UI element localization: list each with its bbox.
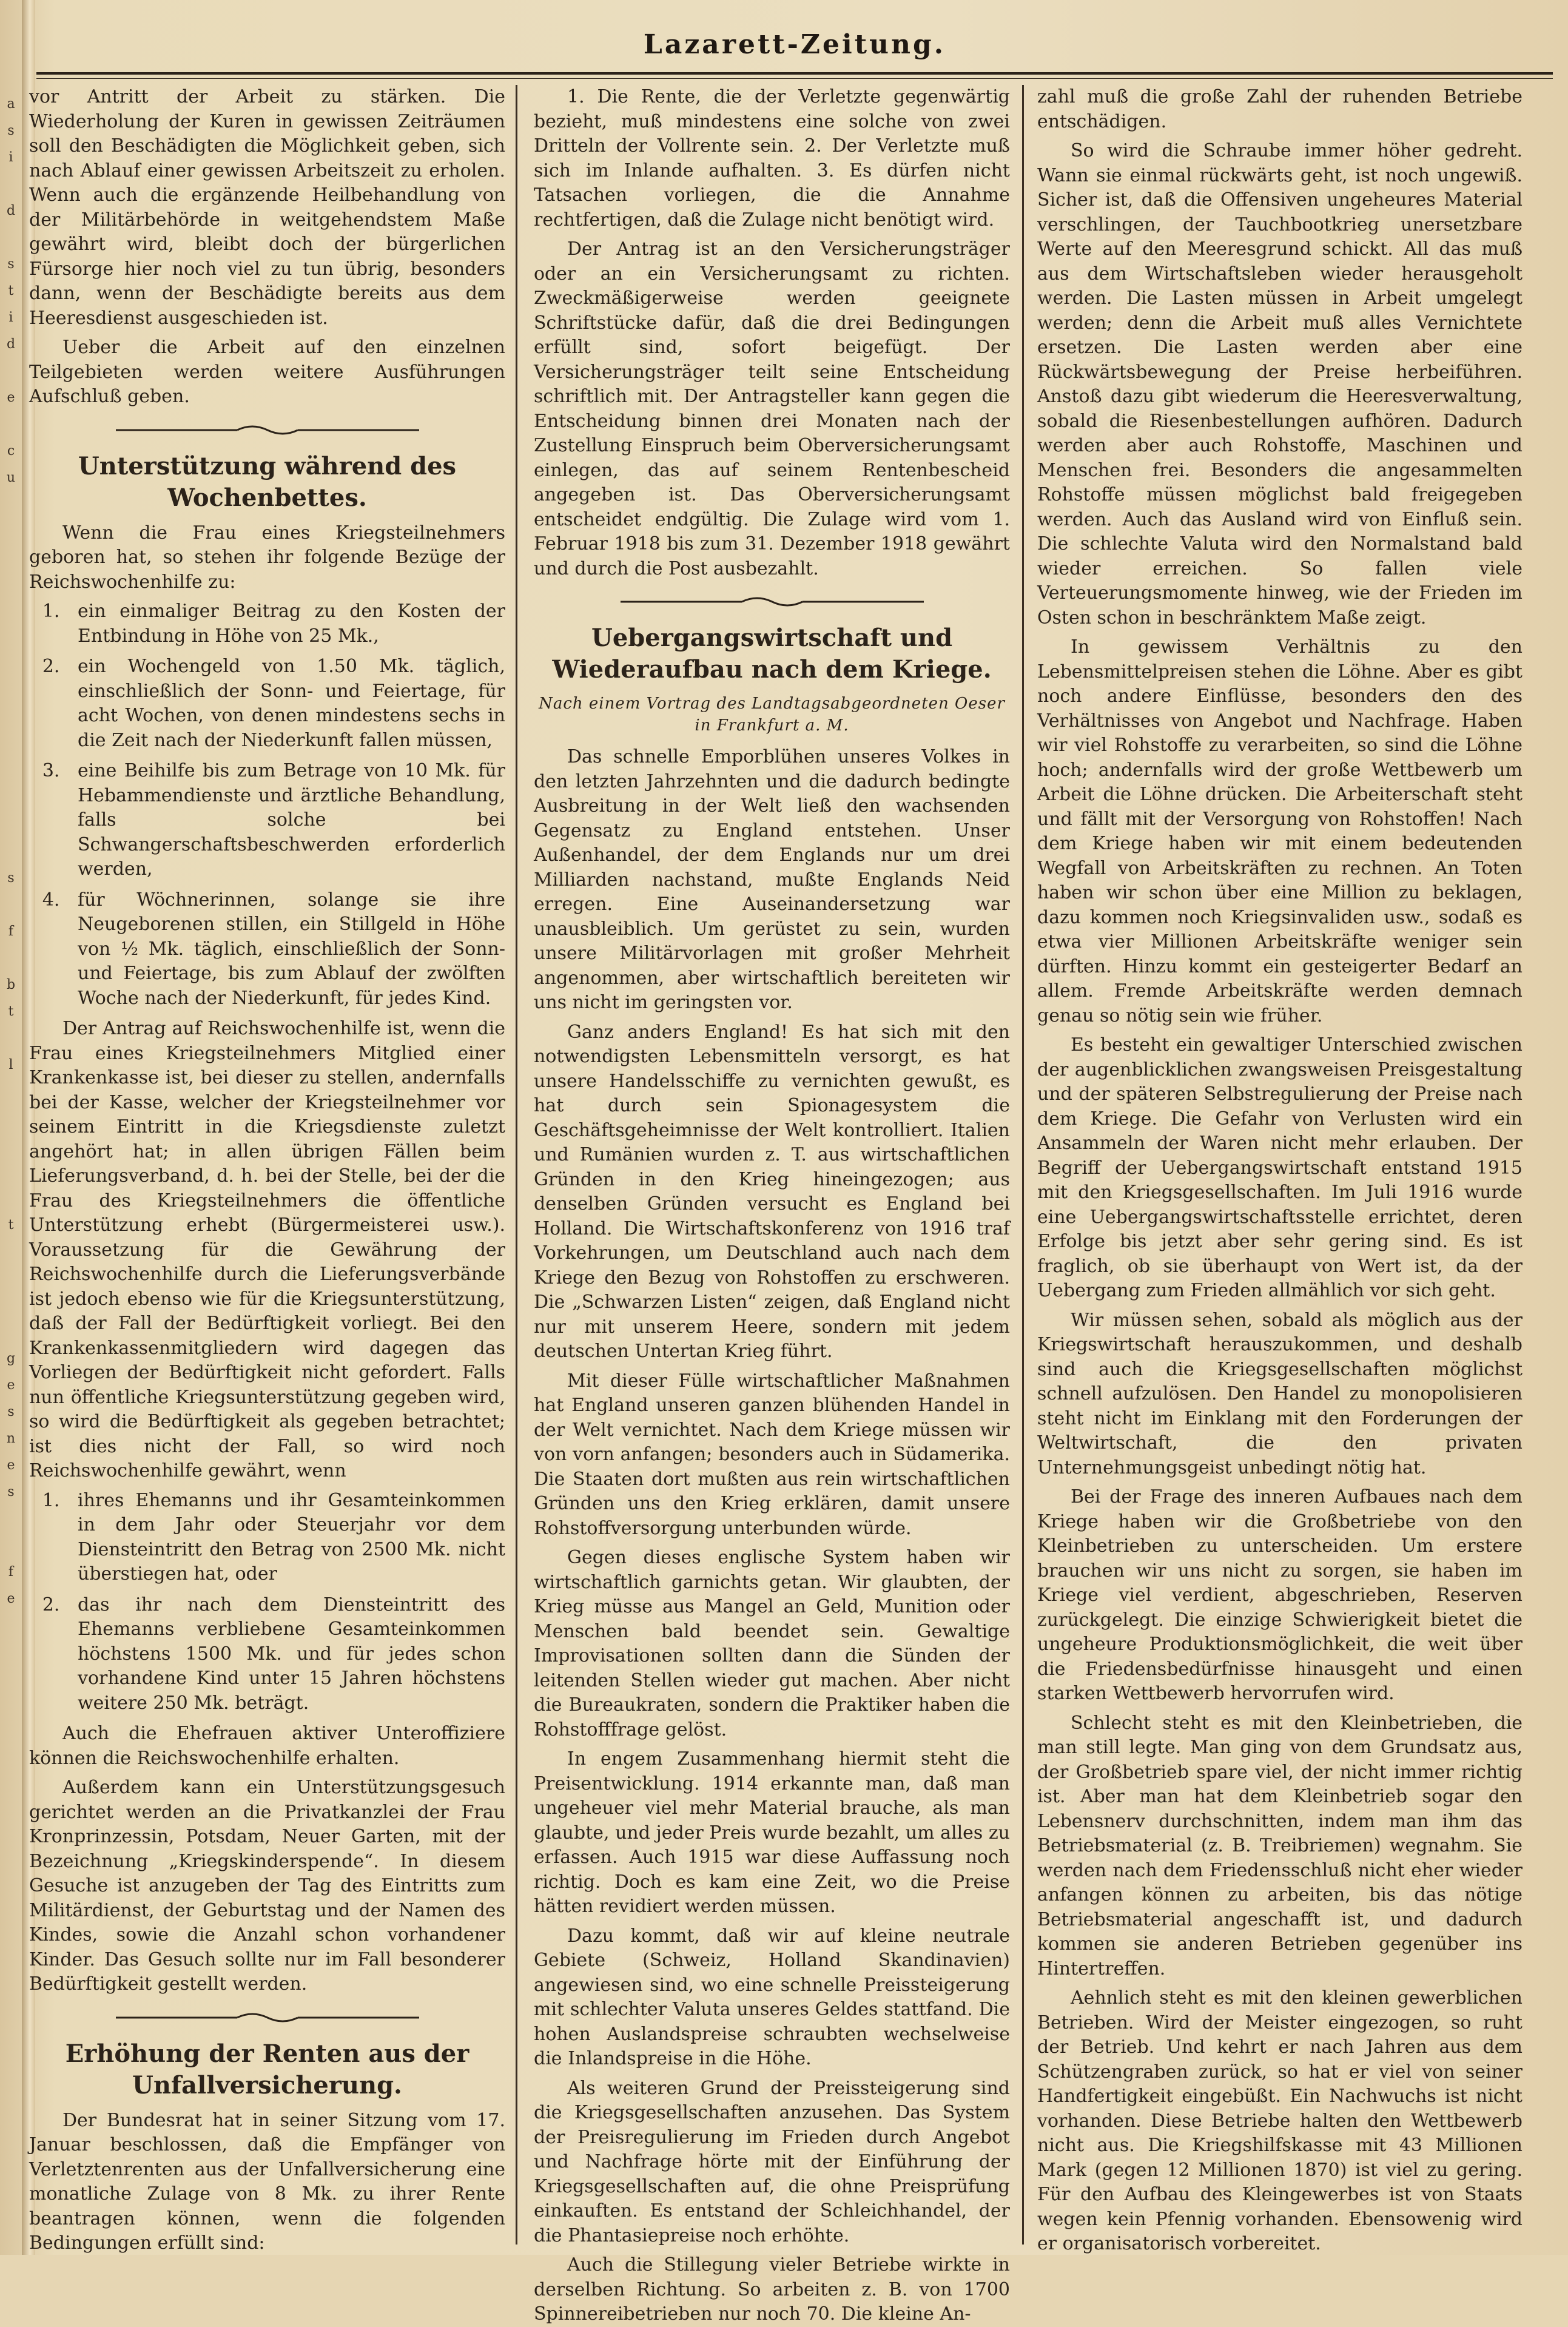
margin-letter: a xyxy=(7,96,15,112)
paragraph: vor Antritt der Arbeit zu stärken. Die Wiederholung der Kuren in gewissen Zeiträumen soll den Beschädigten die Möglichkeit geben, sich nach Ablauf einer gewissen Arbeitszeit zu erholen. Wenn auch die ergänzende Heilbehandlung von der Militärbehörde in weitgehendstem Maße gewährt wird, bleibt doch der bürgerlichen Fürsorge hier noch viel zu tun übrig, besonders dann, wenn der Beschädigte bereits aus dem Heeresdienst ausgeschieden ist. xyxy=(29,86,505,329)
margin-letter xyxy=(0,1079,22,1105)
subheadline: Nach einem Vortrag des Landtagsabgeordneten Oeser in Frankfurt a. M. xyxy=(539,695,1005,735)
paragraph: Als weiteren Grund der Preissteigerung sind die Kriegsgesellschaften anzusehen. Das System der Preisregulierung im Frieden durch Angebot und Nachfrage hörte mit der Einführung der Kriegsgesellschaften auf, die ohne Preisprüfung einkauften. Es entstand der Schleichhandel, der die Phantasiepreise noch erhöhte. xyxy=(534,2077,1010,2246)
margin-letter xyxy=(0,1746,22,1773)
margin-letter: e xyxy=(7,1591,15,1606)
ornamental-divider xyxy=(116,2010,419,2025)
margin-letter xyxy=(0,1292,22,1319)
paragraph: Der Bundesrat hat in seiner Sitzung vom 17. Januar beschlossen, daß die Empfänger von Verletztenrenten aus der Unfallversicherung eine monatliche Zulage von 8 Mk. zu ihrer Rente beantragen können, wenn die folgenden Bedingungen erfüllt sind: xyxy=(29,2109,505,2254)
margin-letter xyxy=(0,1159,22,1185)
margin-letter xyxy=(0,785,22,812)
margin-letter: g xyxy=(6,1351,16,1366)
paragraph: Das schnelle Emporblühen unseres Volkes in den letzten Jahrzehnten und die dadurch bedingte Ausbreitung in der Welt ließ den wachsenden Gegensatz zu England entstehen. Unser Außenhandel, der dem Englands nur um drei Milliarden nachstand, mußte Englands Neid erregen. Eine Auseinandersetzung war unausbleiblich. Um gerüstet zu sein, wurden unsere Militärvorlagen mit großer Mehrheit angenommen, aber wirtschaftlich bereiteten wir uns nicht im geringsten vor. xyxy=(534,746,1010,1013)
margin-letter: c xyxy=(7,443,15,459)
margin-letter xyxy=(0,1773,22,1799)
margin-letter xyxy=(0,1239,22,1265)
masthead-rule xyxy=(36,72,1553,79)
paragraph: In engem Zusammenhang hiermit steht die Preisentwicklung. 1914 erkannte man, daß man ungeheuer viel mehr Material brauche, als man glaubte, und jeder Preis wurde bezahlt, um alles zu erfassen. Auch 1915 war diese Auffassung noch richtig. Doch es kam eine Zeit, wo die Preise hätten revidiert werden müssen. xyxy=(534,1748,1010,1917)
column-3 xyxy=(1037,85,1523,2254)
margin-letter xyxy=(0,705,22,732)
paragraph: Auch die Stillegung vieler Betriebe wirkte in derselben Richtung. So arbeiten z. B. von 1700 Spinnereibetrieben nur noch 70. Die kleine An- xyxy=(534,2254,1010,2325)
margin-letter xyxy=(0,732,22,758)
margin-letter: i xyxy=(8,150,13,165)
paragraph: Bei der Frage des inneren Aufbaues nach dem Kriege haben wir die Großbetriebe von den Kleinbetrieben zu unterscheiden. Um erstere brauchen wir uns nicht zu sorgen, sie haben im Kriege viel verdient, abgeschrieben, Reserven zurückgelegt. Die einzige Schwierigkeit bietet die ungeheure Produktionsmöglichkeit, die weit über die Friedensbedürfnisse hinausgeht und einen starken Wettbewerb hervorrufen wird. xyxy=(1037,1486,1523,1704)
paragraph: Wenn die Frau eines Kriegsteilnehmers geboren hat, so stehen ihr folgende Bezüge der Reichswochenhilfe zu: xyxy=(29,522,505,593)
list-item: 4. für Wöchnerinnen, solange sie ihre Neugeborenen stillen, ein Stillgeld in Höhe von ½ Mk. täglich, einschließlich der Sonn- und Feiertage, bis zum Ablauf der zwölften Woche nach der Niederkunft, für jedes Kind. xyxy=(66,888,505,1011)
margin-letter: e xyxy=(7,390,15,405)
margin-letter: t xyxy=(8,1217,14,1233)
margin-letter xyxy=(0,1826,22,1853)
margin-letter xyxy=(0,1506,22,1532)
numbered-list xyxy=(29,599,505,1011)
margin-letter xyxy=(0,224,22,251)
margin-letter xyxy=(0,545,22,571)
ornamental-divider xyxy=(116,423,419,437)
newspaper-title: Lazarett-Zeitung. xyxy=(643,29,946,60)
margin-letter xyxy=(0,945,22,972)
paragraph: Außerdem kann ein Unterstützungsgesuch gerichtet werden an die Privatkanzlei der Frau Kronprinzessin, Potsdam, Neuer Garten, mit der Bezeichnung „Kriegskinderspende“. In diesem Gesuche ist anzugeben der Tag des Eintritts zum Militärdienst, der Geburtstag und der Namen des Kindes, sowie die Anzahl schon vorhandener Kinder. Das Gesuch sollte nur im Fall besonderer Bedürftigkeit gestellt werden. xyxy=(29,1777,505,1995)
margin-letter xyxy=(0,652,22,678)
paragraph: Auch die Ehefrauen aktiver Unteroffiziere können die Reichswochenhilfe erhalten. xyxy=(29,1723,505,1769)
margin-letter xyxy=(0,1025,22,1052)
paragraph: Ganz anders England! Es hat sich mit den notwendigsten Lebensmitteln versorgt, es hat unsere Handelsschiffe zu vernichten gewußt, es hat durch sein Spionagesystem die Geschäftsgeheimnisse der Welt kontrolliert. Italien und Rumänien wurden z. T. aus wirtschaftlichen Gründen in den Krieg hineingezogen; aus denselben Gründen versucht es England bei Holland. Die Wirtschaftskonferenz von 1916 traf Vorkehrungen, um Deutschland auch nach dem Kriege den Bezug von Rohstoffen zu erschweren. Die „Schwarzen Listen“ zeigen, daß England nicht nur mit unserem Heere, sondern mit jedem deutschen Untertan Krieg führt. xyxy=(534,1021,1010,1362)
paragraph: Schlecht steht es mit den Kleinbetrieben, die man still legte. Man ging von dem Grundsatz aus, der Großbetrieb spare viel, der nicht immer richtig ist. Aber man hat dem Kleinbetrieb sogar den Lebensnerv durchschnitten, indem man ihm das Betriebsmaterial (z. B. Treibriemen) wegnahm. Sie werden nach dem Friedensschluß nicht eher wieder anfangen können zu arbeiten, bis das nötige Betriebsmaterial angeschafft ist, und dadurch kommen sie anderen Betrieben gegenüber ins Hintertreffen. xyxy=(1037,1712,1523,1979)
margin-letter xyxy=(0,1639,22,1666)
paragraph: 1. Die Rente, die der Verletzte gegenwärtig bezieht, muß mindestens eine solche von zwei Dritteln der Vollrente sein. 2. Der Verletzte muß sich im Inlande aufhalten. 3. Es dürfen nicht Tatsachen vorliegen, die die Annahme rechtfertigen, daß die Zulage nicht benötigt wird. xyxy=(534,86,1010,231)
list-item: 2. ein Wochengeld von 1.50 Mk. täglich, einschließlich der Sonn- und Feiertage, für acht Wochen, von denen mindestens sechs in die Zeit nach der Niederkunft fallen müssen, xyxy=(66,655,505,753)
margin-letter xyxy=(0,171,22,198)
paragraph: Dazu kommt, daß wir auf kleine neutrale Gebiete (Schweiz, Holland Skandinavien) angewiesen sind, wo eine schnelle Preissteigerung mit schlechter Valuta unseres Geldes stattfand. Die hohen Auslandspreise schraubten wechselweise die Inlandspreise in die Höhe. xyxy=(534,1925,1010,2069)
margin-letter xyxy=(0,491,22,518)
margin-letter: f xyxy=(8,1564,14,1580)
margin-letter xyxy=(0,1719,22,1746)
paragraph: zahl muß die große Zahl der ruhenden Betriebe entschädigen. xyxy=(1037,86,1523,132)
headline: Uebergangswirtschaft und Wiederaufbau nach dem Kriege. xyxy=(552,624,992,684)
margin-letter: i xyxy=(8,310,13,325)
margin-letter: n xyxy=(6,1431,16,1446)
paragraph: Mit dieser Fülle wirtschaftlicher Maßnahmen hat England unseren ganzen blühenden Handel in der Welt vernichtet. Nach dem Kriege müssen wir von vorn anfangen; besonders auch in Südamerika. Die Staaten dort mußten aus rein wirtschaftlichen Gründen uns den Krieg erklären, damit unsere Rohstoffversorgung unterbunden würde. xyxy=(534,1370,1010,1539)
margin-letter xyxy=(0,838,22,865)
margin-letter xyxy=(0,571,22,598)
paragraph: Wir müssen sehen, sobald als möglich aus der Kriegswirtschaft herauszukommen, und deshalb sind auch die Kriegsgesellschaften möglichst schnell aufzulösen. Den Handel zu monopolisieren steht nicht im Einklang mit den Forderungen der Weltwirtschaft, die den privaten Unternehmungsgeist unbedingt nötig hat. xyxy=(1037,1309,1523,1478)
margin-letter: s xyxy=(7,257,15,272)
margin-letter xyxy=(0,411,22,438)
margin-letter: t xyxy=(8,283,14,298)
masthead xyxy=(36,24,1553,79)
ornamental-divider xyxy=(621,594,924,609)
margin-letter xyxy=(0,598,22,625)
margin-letter xyxy=(0,1185,22,1212)
margin-letter: e xyxy=(7,1458,15,1473)
margin-letter: l xyxy=(8,1057,13,1073)
margin-letter: e xyxy=(7,1378,15,1393)
paragraph: In gewissem Verhältnis zu den Lebensmittelpreisen stehen die Löhne. Aber es gibt noch andere Einflüsse, besonders den des Verhältnisses von Angebot und Nachfrage. Haben wir viel Rohstoffe zu verarbeiten, so sind die Löhne hoch; andernfalls wird der große Wettbewerb um Arbeit die Löhne drücken. Die Arbeiterschaft steht und fällt mit der Versorgung von Rohstoffen! Nach dem Kriege haben wir mit einem bedeutenden Wegfall von Arbeitskräften zu rechnen. An Toten haben wir schon über eine Million zu beklagen, dazu kommen noch Kriegsinvaliden usw., sodaß es etwa vier Millionen Arbeitskräfte weniger sein dürften. Hinzu kommt ein gesteigerter Bedarf an allem. Fremde Arbeitskräfte werden demnach genau so nötig sein wie früher. xyxy=(1037,636,1523,1026)
margin-letter xyxy=(0,518,22,545)
margin-letter: b xyxy=(6,977,16,992)
margin-letter xyxy=(0,358,22,385)
margin-letter xyxy=(0,1853,22,1879)
column-1 xyxy=(29,85,505,2254)
margin-letter xyxy=(0,1132,22,1159)
margin-letter xyxy=(0,1692,22,1719)
margin-letter: f xyxy=(8,924,14,939)
headline: Erhöhung der Renten aus der Unfallversicherung. xyxy=(65,2039,469,2100)
column-rule xyxy=(1022,85,1024,2244)
paragraph: Aehnlich steht es mit den kleinen gewerblichen Betrieben. Wird der Meister eingezogen, so ruht der Betrieb. Und kehrt er nach Jahren aus dem Schützengraben zurück, so hat er viel von seiner Handfertigkeit eingebüßt. Ein Nachwuchs ist nicht vorhanden. Diese Betriebe halten den Wettbewerb nicht aus. Die Kriegshilfskasse mit 43 Millionen Mark (gegen 12 Millionen 1870) ist viel zu gering. Für den Aufbau des Kleingewerbes ist von Staats wegen kein Pfennig vorhanden. Ebensowenig wird er organisatorisch vorbereitet. xyxy=(1037,1987,1523,2254)
margin-letter xyxy=(0,758,22,785)
numbered-list xyxy=(29,1489,505,1716)
margin-letter xyxy=(0,1532,22,1559)
paragraph: Gegen dieses englische System haben wir wirtschaftlich garnichts getan. Wir glaubten, der Krieg müsse aus Mangel an Geld, Munition oder Menschen bald beendet sein. Gewaltige Improvisationen sollten dann die Sünden der leitenden Stellen wieder gut machen. Aber nicht die Bureaukraten, sondern die Praktiker haben die Rohstofffrage gelöst. xyxy=(534,1547,1010,1740)
column-rule xyxy=(516,85,517,2244)
headline: Unterstützung während des Wochenbettes. xyxy=(78,451,457,512)
previous-page-margin xyxy=(0,91,22,2214)
margin-letter: s xyxy=(7,871,15,886)
list-item: 3. eine Beihilfe bis zum Betrage von 10 Mk. für Hebammendienste und ärztliche Behandlung, falls solche bei Schwangerschaftsbeschwerden erforderlich werden, xyxy=(66,759,505,882)
margin-letter: d xyxy=(6,203,16,218)
paragraph: Der Antrag ist an den Versicherungsträger oder an ein Versicherungsamt zu richten. Zweckmäßigerweise werden geeignete Schriftstücke dafür, daß die drei Bedingungen erfüllt sind, sofort beigefügt. Der Versicherungsträger teilt seine Entscheidung schriftlich mit. Der Antragsteller kann gegen die Entscheidung binnen drei Monaten nach der Zustellung Einspruch beim Oberversicherungsamt einlegen, das auf seinem Rentenbescheid angegeben ist. Das Oberversicherungsamt entscheidet endgültig. Die Zulage wird vom 1. Februar 1918 bis zum 31. Dezember 1918 gewährt und durch die Post ausbezahlt. xyxy=(534,238,1010,579)
margin-letter: s xyxy=(7,1484,15,1500)
list-item: 1. ein einmaliger Beitrag zu den Kosten der Entbindung in Höhe von 25 Mk., xyxy=(66,599,505,648)
margin-letter xyxy=(0,1319,22,1345)
margin-letter xyxy=(0,892,22,918)
margin-letter xyxy=(0,678,22,705)
paragraph: Der Antrag auf Reichswochenhilfe ist, wenn die Frau eines Kriegsteilnehmers Mitglied einer Krankenkasse ist, bei dieser zu stellen, andernfalls bei der Kasse, welcher der Kriegsteilnehmer vor seinem Eintritt in die Kriegsdienste zuletzt angehört hat; in allen übrigen Fällen beim Lieferungsverband, d. h. bei der Stelle, bei der die Frau des Kriegsteilnehmers die öffentliche Unterstützung erhebt (Bürgermeisterei usw.). Voraussetzung für die Gewährung der Reichswochenhilfe durch die Lieferungsverbände ist jedoch ebenso wie für die Kriegsunterstützung, daß der Fall der Bedürftigkeit vorliegt. Bei den Krankenkassenmitgliedern wird dagegen das Vorliegen der Bedürftigkeit nicht gefordert. Falls nun öffentliche Kriegsunterstützung gegeben wird, so wird die Bedürftigkeit als gegeben betrachtet; ist dies nicht der Fall, so wird noch Reichswochenhilfe gewährt, wenn xyxy=(29,1018,505,1481)
margin-letter xyxy=(0,1105,22,1132)
margin-letter xyxy=(0,1265,22,1292)
paragraph: Ueber die Arbeit auf den einzelnen Teilgebieten werden weitere Ausführungen Aufschluß geben. xyxy=(29,337,505,407)
list-item: 1. ihres Ehemanns und ihr Gesamteinkommen in dem Jahr oder Steuerjahr vor dem Diensteintritt den Betrag von 2500 Mk. nicht überstiegen hat, oder xyxy=(66,1489,505,1587)
margin-letter xyxy=(0,1666,22,1692)
margin-letter xyxy=(0,812,22,838)
margin-letter xyxy=(0,1799,22,1826)
margin-letter: t xyxy=(8,1004,14,1019)
paragraph: So wird die Schraube immer höher gedreht. Wann sie einmal rückwärts geht, ist noch ungewiß. Sicher ist, daß die Offensiven ungeheures Material verschlingen, der Tauchbootkrieg unersetzbare Werte auf den Meeresgrund schickt. All das muß aus dem Wirtschaftsleben wieder herausgeholt werden. Die Lasten müssen in Arbeit umgelegt werden; denn die Arbeit muß alles Vernichtete ersetzen. Die Lasten werden aber eine Rückwärtsbewegung der Preise herbeiführen. Anstoß dazu gibt wiederum die Heeresverwaltung, sobald die Riesenbestellungen aufhören. Dadurch werden aber auch Rohstoffe, Maschinen und Menschen frei. Besonders die angesammelten Rohstoffe müssen möglichst bald freigegeben werden. Auch das Ausland wird von Einfluß sein. Die schlechte Valuta wird den Normalstand bald wieder erreichen. So fallen viele Verteuerungsmomente hinweg, wie der Frieden im Osten schon in beschränktem Maße zeigt. xyxy=(1037,140,1523,628)
margin-letter: u xyxy=(6,470,16,485)
margin-letter: d xyxy=(6,337,16,352)
paragraph: Es besteht ein gewaltiger Unterschied zwischen der augenblicklichen zwangsweisen Preisgestaltung und der späteren Selbstregulierung der Preise nach dem Kriege. Die Gefahr von Verlusten wird ein Ansammeln der Waren nicht mehr erlauben. Der Begriff der Uebergangswirtschaft entstand 1915 mit den Kriegsgesellschaften. Im Juli 1916 wurde eine Uebergangswirtschaftsstelle errichtet, deren Erfolge bis jetzt aber sehr gering sind. Es ist fraglich, ob sie überhaupt von Wert ist, da der Uebergang zum Frieden allmählich vor sich geht. xyxy=(1037,1034,1523,1301)
column-2 xyxy=(534,85,1010,2325)
margin-letter xyxy=(0,625,22,652)
margin-letter: s xyxy=(7,123,15,138)
margin-letter xyxy=(0,1612,22,1639)
list-item: 2. das ihr nach dem Diensteintritt des Ehemanns verbliebene Gesamteinkommen höchstens 1500 Mk. und für jedes schon vorhandene Kind unter 15 Jahren höchstens weitere 250 Mk. beträgt. xyxy=(66,1593,505,1716)
margin-letter: s xyxy=(7,1404,15,1419)
